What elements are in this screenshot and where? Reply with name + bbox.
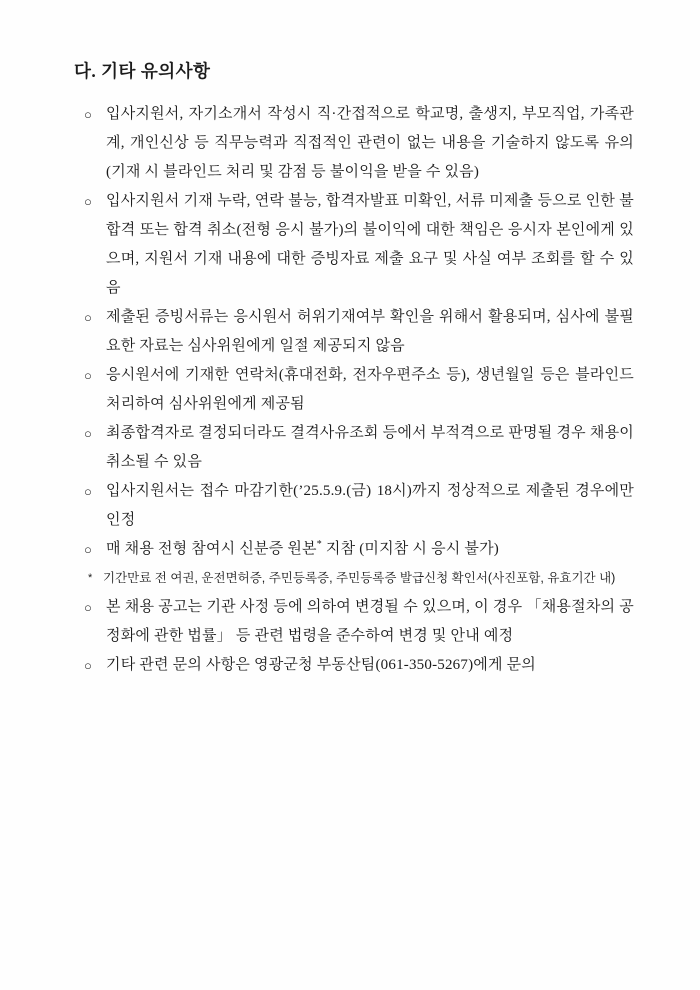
- list-item-text: 입사지원서, 자기소개서 작성시 직·간접적으로 학교명, 출생지, 부모직업, 가족관계, 개인신상 등 직무능력과 직접적인 관련이 없는 내용을 기술하지 않도록 유의(기재 시 블라인드 처리 및 감점 등 불이익을 받을 수 있음): [106, 106, 634, 180]
- id-card-text-tail: 지참 (미지참 시 응시 불가): [321, 541, 499, 557]
- list-item-text: 본 채용 공고는 기관 사정 등에 의하여 변경될 수 있으며, 이 경우 「채용절차의 공정화에 관한 법률」 등 관련 법령을 준수하여 변경 및 안내 예정: [106, 599, 634, 644]
- circle-bullet: ○: [84, 600, 92, 615]
- footnote-item: [74, 567, 634, 589]
- list-item-text: 입사지원서 기재 누락, 연락 불능, 합격자발표 미확인, 서류 미제출 등으로 인한 불합격 또는 합격 취소(전형 응시 불가)의 불이익에 대한 책임은 응시자 본인에게 있으며, 지원서 기재 내용에 대한 증빙자료 제출 요구 및 사실 여부 조회를 할 수 있음: [106, 193, 634, 296]
- list-item: [74, 100, 634, 187]
- list-item-text: 최종합격자로 결정되더라도 결격사유조회 등에서 부적격으로 판명될 경우 채용이 취소될 수 있음: [106, 425, 634, 470]
- list-item: [74, 419, 634, 477]
- list-item: [74, 187, 634, 303]
- list-item-text: 응시원서에 기재한 연락처(휴대전화, 전자우편주소 등), 생년월일 등은 블라인드 처리하여 심사위원에게 제공됨: [106, 367, 634, 412]
- list-item-text: 기타 관련 문의 사항은 영광군청 부동산팀(061-350-5267)에게 문의: [106, 657, 536, 673]
- footnote-asterisk: *: [316, 539, 322, 550]
- list-item: [74, 477, 634, 535]
- section-heading: 다. 기타 유의사항: [74, 61, 211, 81]
- circle-bullet: ○: [84, 107, 92, 122]
- list-item: [74, 361, 634, 419]
- footnote-text: 기간만료 전 여권, 운전면허증, 주민등록증, 주민등록증 발급신청 확인서(사진포함, 유효기간 내): [103, 571, 616, 585]
- asterisk-marker: *: [88, 572, 93, 584]
- list-item: [74, 535, 634, 564]
- list-item-text: 제출된 증빙서류는 응시원서 허위기재여부 확인을 위해서 활용되며, 심사에 불필요한 자료는 심사위원에게 일절 제공되지 않음: [106, 309, 634, 354]
- circle-bullet: ○: [84, 426, 92, 441]
- list-item-text: 입사지원서는 접수 마감기한(’25.5.9.(금) 18시)까지 정상적으로 제출된 경우에만 인정: [106, 483, 634, 528]
- circle-bullet: ○: [84, 658, 92, 673]
- list-item: [74, 303, 634, 361]
- circle-bullet: ○: [84, 194, 92, 209]
- list-item-text: [106, 535, 634, 564]
- list-item: [74, 593, 634, 651]
- id-card-text: 매 채용 전형 참여시 신분증 원본: [106, 541, 317, 557]
- circle-bullet: ○: [84, 542, 92, 557]
- circle-bullet: ○: [84, 368, 92, 383]
- circle-bullet: ○: [84, 310, 92, 325]
- circle-bullet: ○: [84, 484, 92, 499]
- list-item: [74, 651, 634, 680]
